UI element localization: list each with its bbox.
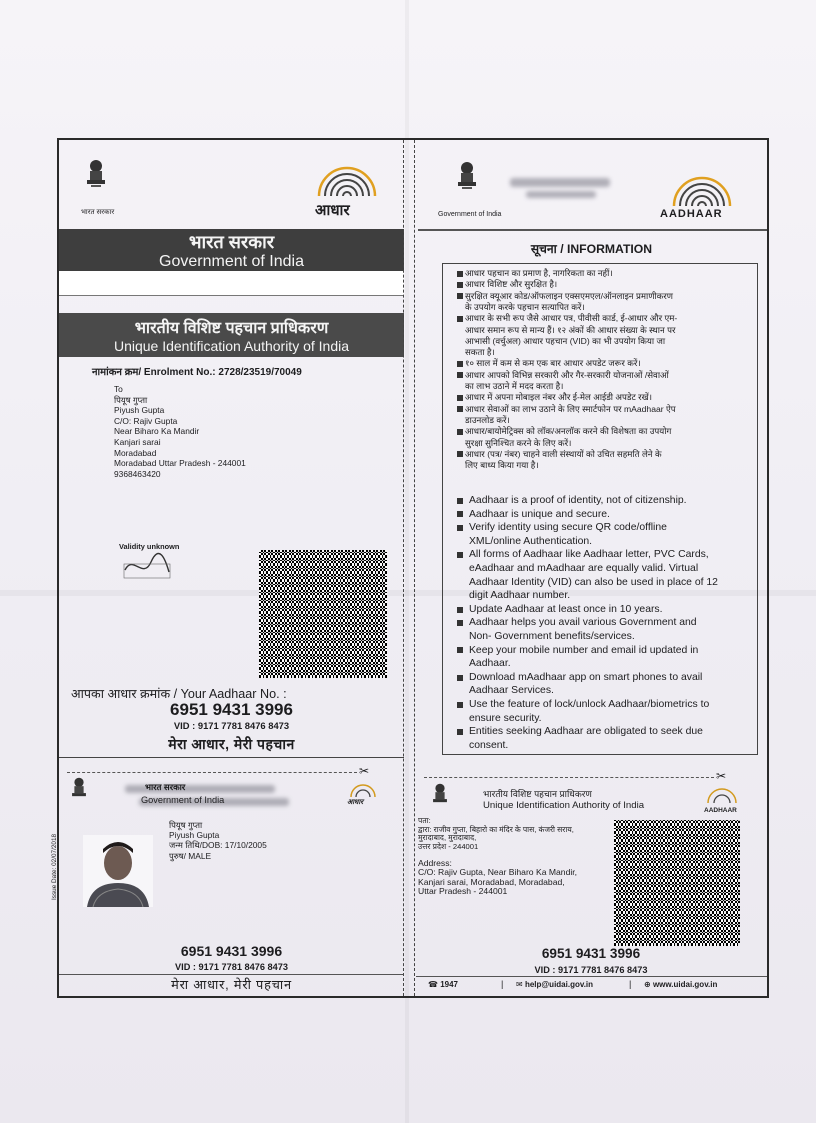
footer-sep: | xyxy=(501,979,504,989)
emblem-caption: भारत सरकार xyxy=(81,209,115,216)
bullet-icon xyxy=(457,498,463,504)
footer-email-text: help@uidai.gov.in xyxy=(524,980,594,989)
right-aadhaar-logo-icon xyxy=(662,166,742,210)
english-info-line: Non- Government benefits/services. xyxy=(469,631,635,642)
footer-web-text: www.uidai.gov.in xyxy=(652,980,718,989)
hindi-info-line: आधार आपको विभिन्न सरकारी और गैर-सरकारी योजनाओं /सेवाओं xyxy=(465,369,669,380)
footer-email xyxy=(516,980,593,989)
english-info-line: Verify identity using secure QR code/offline xyxy=(469,522,667,534)
card-qr-code xyxy=(614,820,740,946)
bullet-icon xyxy=(457,316,463,322)
hindi-info-line: आधार विशिष्ट और सुरक्षित है। xyxy=(465,279,558,290)
card-aadhaar-number: 6951 9431 3996 xyxy=(180,943,283,959)
card-aadhaar-logo-icon: आधार xyxy=(347,784,379,807)
separator xyxy=(59,757,404,758)
hindi-info-line: सकता है। xyxy=(465,347,495,358)
signature-stamp-icon xyxy=(121,550,173,582)
bullet-icon xyxy=(457,429,463,435)
hindi-info-line: आधार समान रूप से मान्य हैं। १२ अंकों की आधार संख्या के स्थान पर xyxy=(465,324,676,335)
english-info-line: XML/online Authentication. xyxy=(469,535,593,547)
globe-icon: ⊕ xyxy=(644,980,651,989)
english-info-line: Aadhaar is a proof of identity, not of citizenship. xyxy=(469,495,687,506)
uidai-english: Unique Identification Authority of India xyxy=(113,338,350,354)
card-right-aadhaar-number: 6951 9431 3996 xyxy=(541,946,641,961)
english-info-line: Update Aadhaar at least once in 10 years. xyxy=(469,603,663,615)
bullet-icon xyxy=(457,372,463,378)
address-hindi xyxy=(418,817,574,851)
hindi-info-line: लिए बाध्य किया गया है। xyxy=(465,460,539,471)
card-details xyxy=(169,820,267,861)
footer-web xyxy=(644,980,717,989)
address-english-line: Kanjari sarai, Moradabad, Moradabad, xyxy=(418,876,565,887)
english-info-line: Download mAadhaar app on smart phones to avail xyxy=(469,671,703,683)
english-info-line: Keep your mobile number and email id updated in xyxy=(469,644,699,656)
bullet-icon xyxy=(457,647,463,653)
uidai-banner xyxy=(59,313,404,357)
bullet-icon xyxy=(457,525,463,531)
aadhaar-logo-text: आधार xyxy=(315,202,350,219)
address-line: पियूष गुप्ता xyxy=(114,394,148,405)
address-hindi-line: मुरादाबाद, मुरादाबाद, xyxy=(418,833,477,843)
info-title: सूचना / INFORMATION xyxy=(530,242,653,256)
address-block xyxy=(114,384,246,479)
banner-gap xyxy=(59,271,404,296)
address-hindi-line: पता: xyxy=(418,816,431,825)
aadhaar-letter xyxy=(51,138,769,998)
slogan: मेरा आधार, मेरी पहचान xyxy=(168,736,295,752)
gov-hindi: भारत सरकार xyxy=(188,232,275,252)
bullet-icon xyxy=(457,406,463,412)
spacer xyxy=(404,910,416,911)
bullet-icon xyxy=(457,702,463,708)
bullet-icon xyxy=(457,282,463,288)
address-line: Moradabad xyxy=(114,447,157,458)
gov-banner xyxy=(59,229,404,271)
card-uidai-english: Unique Identification Authority of India xyxy=(483,800,645,811)
hindi-info-line: का लाभ उठाने में मदद करता है। xyxy=(465,381,564,391)
right-scissors-icon: ✂ xyxy=(716,769,727,783)
aadhaar-number: 6951 9431 3996 xyxy=(170,700,293,719)
photo-portrait xyxy=(83,835,153,907)
english-info-line: consent. xyxy=(469,739,509,751)
footer-phone xyxy=(428,980,458,989)
bullet-icon xyxy=(457,729,463,735)
english-info-line: Entities seeking Aadhaar are obligated to seek due xyxy=(469,726,703,738)
card-slogan: मेरा आधार, मेरी पहचान xyxy=(171,977,292,992)
bullet-icon xyxy=(457,271,463,277)
address-line: Near Biharo Ka Mandir xyxy=(114,426,200,437)
english-info-line: Use the feature of lock/unlock Aadhaar/biometrics to xyxy=(469,699,710,710)
english-info-line: All forms of Aadhaar like Aadhaar letter, PVC Cards, xyxy=(469,549,709,561)
english-info-line: Aadhaar helps you avail various Government and xyxy=(469,617,697,629)
validity-status: Validity unknown xyxy=(119,542,180,551)
card-vid: VID : 9171 7781 8476 8473 xyxy=(175,962,288,972)
card-dob: जन्म तिथि/DOB: 17/10/2005 xyxy=(169,840,267,851)
english-info-line: Aadhaar Services. xyxy=(469,685,554,697)
card-right-aadhaar-logo-icon: AADHAAR xyxy=(704,788,740,814)
hindi-info-line: आधार (पत्र/ नंबर) चाहने वाली संस्थायों को उचित सहमति लेने के xyxy=(465,448,662,459)
card-name-english: Piyush Gupta xyxy=(169,830,220,841)
right-emblem-caption: Government of India xyxy=(438,211,502,218)
english-info-line: eAadhaar and mAadhaar are equally valid. Virtual xyxy=(469,563,699,574)
bullet-icon xyxy=(457,675,463,681)
english-info-line: Aadhaar. xyxy=(469,658,511,670)
bullet-icon xyxy=(457,451,463,457)
address-line: C/O: Rajiv Gupta xyxy=(114,415,178,426)
address-hindi-line: उत्तर प्रदेश - 244001 xyxy=(418,841,479,851)
bullet-icon xyxy=(457,395,463,401)
card-gender: पुरुष/ MALE xyxy=(169,850,212,861)
address-line: 9368463420 xyxy=(114,468,161,479)
top-divider xyxy=(418,229,767,231)
enrolment-number: नामांकन क्रम/ Enrolment No.: 2728/23519/70049 xyxy=(92,367,302,378)
redaction xyxy=(526,191,596,198)
english-info-line: Aadhaar Identity (VID) can also be used in place of 12 xyxy=(469,576,718,588)
card-emblem-icon xyxy=(69,776,89,804)
right-cut-line xyxy=(424,777,714,778)
english-info-line: ensure security. xyxy=(469,712,542,724)
gov-english: Government of India xyxy=(159,253,304,270)
bullet-icon xyxy=(457,361,463,367)
qr-code xyxy=(259,550,387,678)
uidai-hindi: भारतीय विशिष्ट पहचान प्राधिकरण xyxy=(134,320,329,337)
bullet-icon xyxy=(457,607,463,613)
footer-divider xyxy=(416,976,767,977)
footer-sep: | xyxy=(629,979,632,989)
address-english-line: C/O: Rajiv Gupta, Near Biharo Ka Mandir, xyxy=(418,867,578,878)
hindi-info-line: आधार के सभी रूप जैसे आधार पत्र, पीवीसी कार्ड, ई-आधार और एम- xyxy=(465,313,678,324)
hindi-info-line: सुरक्षित क्यूआर कोड/ऑफलाइन एक्सएमएल/ऑनलाइन प्रमाणीकरण xyxy=(465,290,673,301)
cut-line xyxy=(67,772,357,773)
address-english xyxy=(418,859,577,897)
address-english-line: Address: xyxy=(418,858,452,868)
address-line: Piyush Gupta xyxy=(114,405,165,416)
english-info-line: Aadhaar is unique and secure. xyxy=(469,508,610,520)
card-gov-hindi: भारत सरकार xyxy=(145,782,186,792)
address-english-line: Uttar Pradesh - 244001 xyxy=(418,886,508,897)
emblem-icon xyxy=(83,158,109,194)
fold-cut-line xyxy=(403,140,415,996)
bullet-icon xyxy=(457,620,463,626)
hindi-info-line: आधार पहचान का प्रमाण है, नागरिकता का नहीं। xyxy=(465,268,613,278)
bullet-icon xyxy=(457,552,463,558)
card-right-vid: VID : 9171 7781 8476 8473 xyxy=(534,965,648,975)
issue-date: Issue Date: 02/07/2018 xyxy=(51,833,58,900)
card-right-emblem-icon xyxy=(430,782,450,810)
phone-icon: ☎ xyxy=(428,980,438,989)
scissors-icon: ✂ xyxy=(359,764,370,778)
bullet-icon xyxy=(457,511,463,517)
hindi-info-line: के उपयोग करके पहचान सत्यापित करें। xyxy=(465,301,585,312)
footer-phone-text: 1947 xyxy=(440,980,458,989)
mail-icon: ✉ xyxy=(516,980,523,989)
information-box xyxy=(442,263,758,755)
card-uidai-hindi: भारतीय विशिष्ट पहचान प्राधिकरण xyxy=(483,789,592,799)
card-gov-english: Government of India xyxy=(141,795,225,805)
hindi-info-line: डाउनलोड करें। xyxy=(465,414,510,425)
hindi-info-line: आधार सेवाओं का लाभ उठाने के लिए स्मार्टफोन पर mAadhaar ऐप xyxy=(465,403,676,414)
bullet-icon xyxy=(457,293,463,299)
hindi-info-line: आभासी (वर्चुअल) आधार पहचान (VID) का भी उपयोग किया जा xyxy=(465,335,666,346)
address-line: To xyxy=(114,384,123,394)
letter-right-panel xyxy=(416,140,767,996)
hindi-info-line: १० साल में कम से कम एक बार आधार अपडेट जरूर करें। xyxy=(465,358,641,369)
redaction xyxy=(510,178,610,187)
right-emblem-icon xyxy=(454,160,480,196)
address-line: Kanjari sarai xyxy=(114,436,161,447)
vid-number: VID : 9171 7781 8476 8473 xyxy=(173,720,290,731)
letter-left-panel xyxy=(51,140,402,996)
right-logo-text: AADHAAR xyxy=(660,208,723,220)
english-info-line: digit Aadhaar number. xyxy=(469,590,571,602)
your-aadhaar-label: आपका आधार क्रमांक / Your Aadhaar No. : xyxy=(71,687,287,701)
card-name-hindi: पियूष गुप्ता xyxy=(169,820,203,830)
hindi-info-line: आधार में अपना मोबाइल नंबर और ई-मेल आईडी अपडेट रखें। xyxy=(465,392,652,403)
address-hindi-line: द्वारा: राजीव गुप्ता, बिहारो का मंदिर के पास, कंजरी सराय, xyxy=(418,824,574,834)
hindi-info-line: आधार/बायोमेट्रिक्स को लॉक/अनलॉक करने की विशेषता का उपयोग xyxy=(465,426,672,437)
hindi-info-line: सुरक्षा सुनिश्चित करने के लिए करें। xyxy=(465,437,572,448)
address-line: Moradabad Uttar Pradesh - 244001 xyxy=(114,458,246,469)
